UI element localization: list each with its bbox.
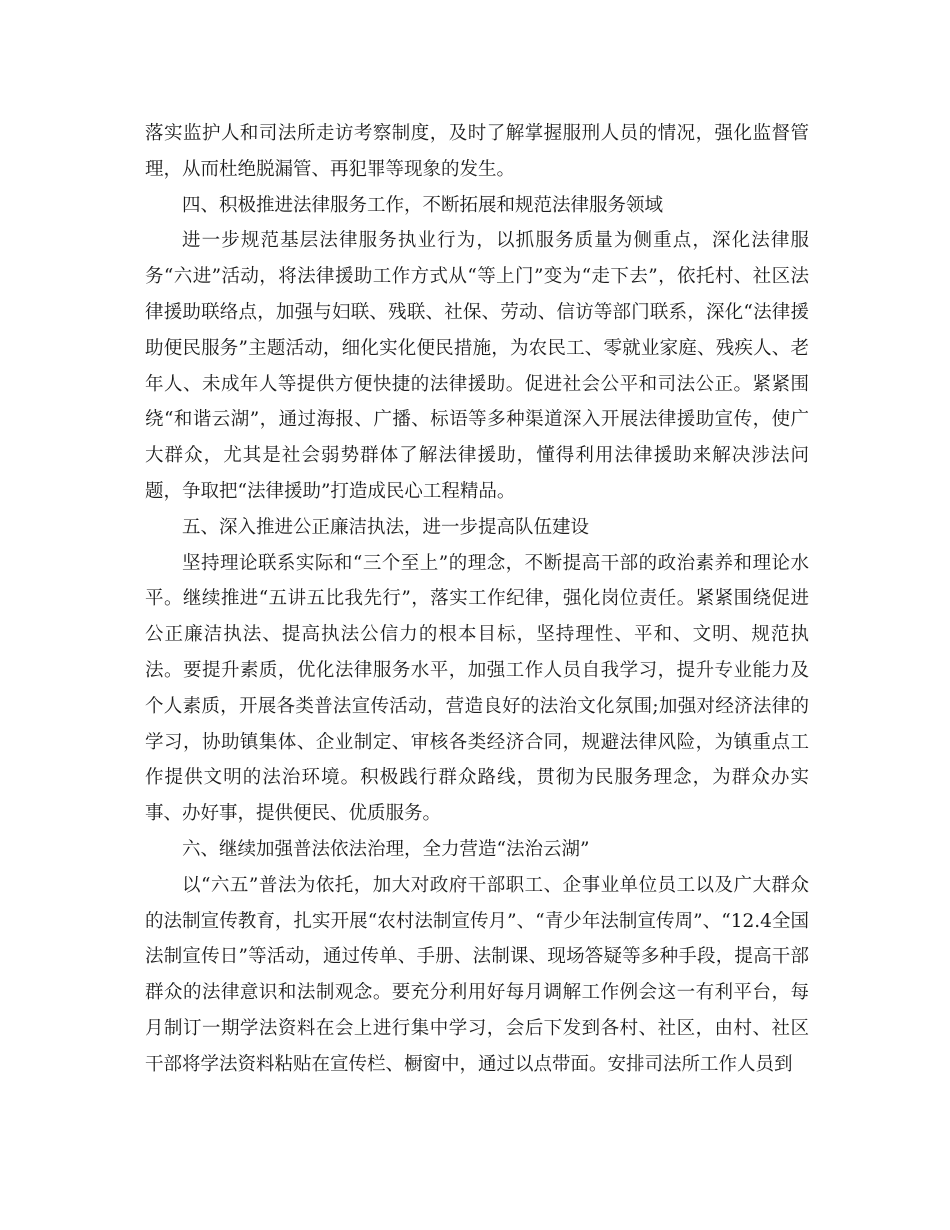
paragraph-legal-education: 以“六五”普法为依托，加大对政府干部职工、企事业单位员工以及广大群众的法制宣传教育，扎实开展“农村法制宣传月”、“青少年法制宣传周”、“12.4全国法制宣传日”等活动，通过传单、手册、法制课、现场答疑等多种手段，提高干部群众的法律意识和法制观念。要充分利用好每月调解工作例会这一有利平台，每月制订一期学法资料在会上进行集中学习，会后下发到各村、社区，由村、社区干部将学法资料粘贴在宣传栏、橱窗中，通过以点带面。安排司法所工作人员到 bbox=[145, 874, 809, 1075]
document-body bbox=[145, 116, 809, 1083]
paragraph-law-enforcement: 坚持理论联系实际和“三个至上”的理念，不断提高干部的政治素养和理论水平。继续推进“五讲五比我先行”，落实工作纪律，强化岗位责任。紧紧围绕促进公正廉洁执法、提高执法公信力的根本目标，坚持理性、平和、文明、规范执法。要提升素质，优化法律服务水平，加强工作人员自我学习，提升专业能力及个人素质，开展各类普法宣传活动，营造良好的法治文化氛围;加强对经济法律的学习，协助镇集体、企业制定、审核各类经济合同，规避法律风险，为镇重点工作提供文明的法治环境。积极践行群众路线，贯彻为民服务理念，为群众办实事、办好事，提供便民、优质服务。 bbox=[145, 552, 809, 825]
paragraph-legal-services: 进一步规范基层法律服务执业行为，以抓服务质量为侧重点，深化法律服务“六进”活动，将法律援助工作方式从“等上门”变为“走下去”，依托村、社区法律援助联络点，加强与妇联、残联、社保、劳动、信访等部门联系，深化“法律援助便民服务”主题活动，细化实化便民措施，为农民工、零就业家庭、残疾人、老年人、未成年人等提供方便快捷的法律援助。促进社会公平和司法公正。紧紧围绕“和谐云湖”，通过海报、广播、标语等多种渠道深入开展法律援助宣传，使广大群众，尤其是社会弱势群体了解法律援助，懂得利用法律援助来解决涉法问题，争取把“法律援助”打造成民心工程精品。 bbox=[145, 230, 809, 502]
section-heading-4: 四、积极推进法律服务工作，不断拓展和规范法律服务领域 bbox=[182, 194, 664, 216]
section-heading-5: 五、深入推进公正廉洁执法，进一步提高队伍建设 bbox=[182, 516, 590, 538]
paragraph-continued: 落实监护人和司法所走访考察制度，及时了解掌握服刑人员的情况，强化监督管理，从而杜绝脱漏管、再犯罪等现象的发生。 bbox=[145, 123, 809, 180]
section-heading-6: 六、继续加强普法依法治理，全力营造“法治云湖” bbox=[182, 838, 590, 860]
